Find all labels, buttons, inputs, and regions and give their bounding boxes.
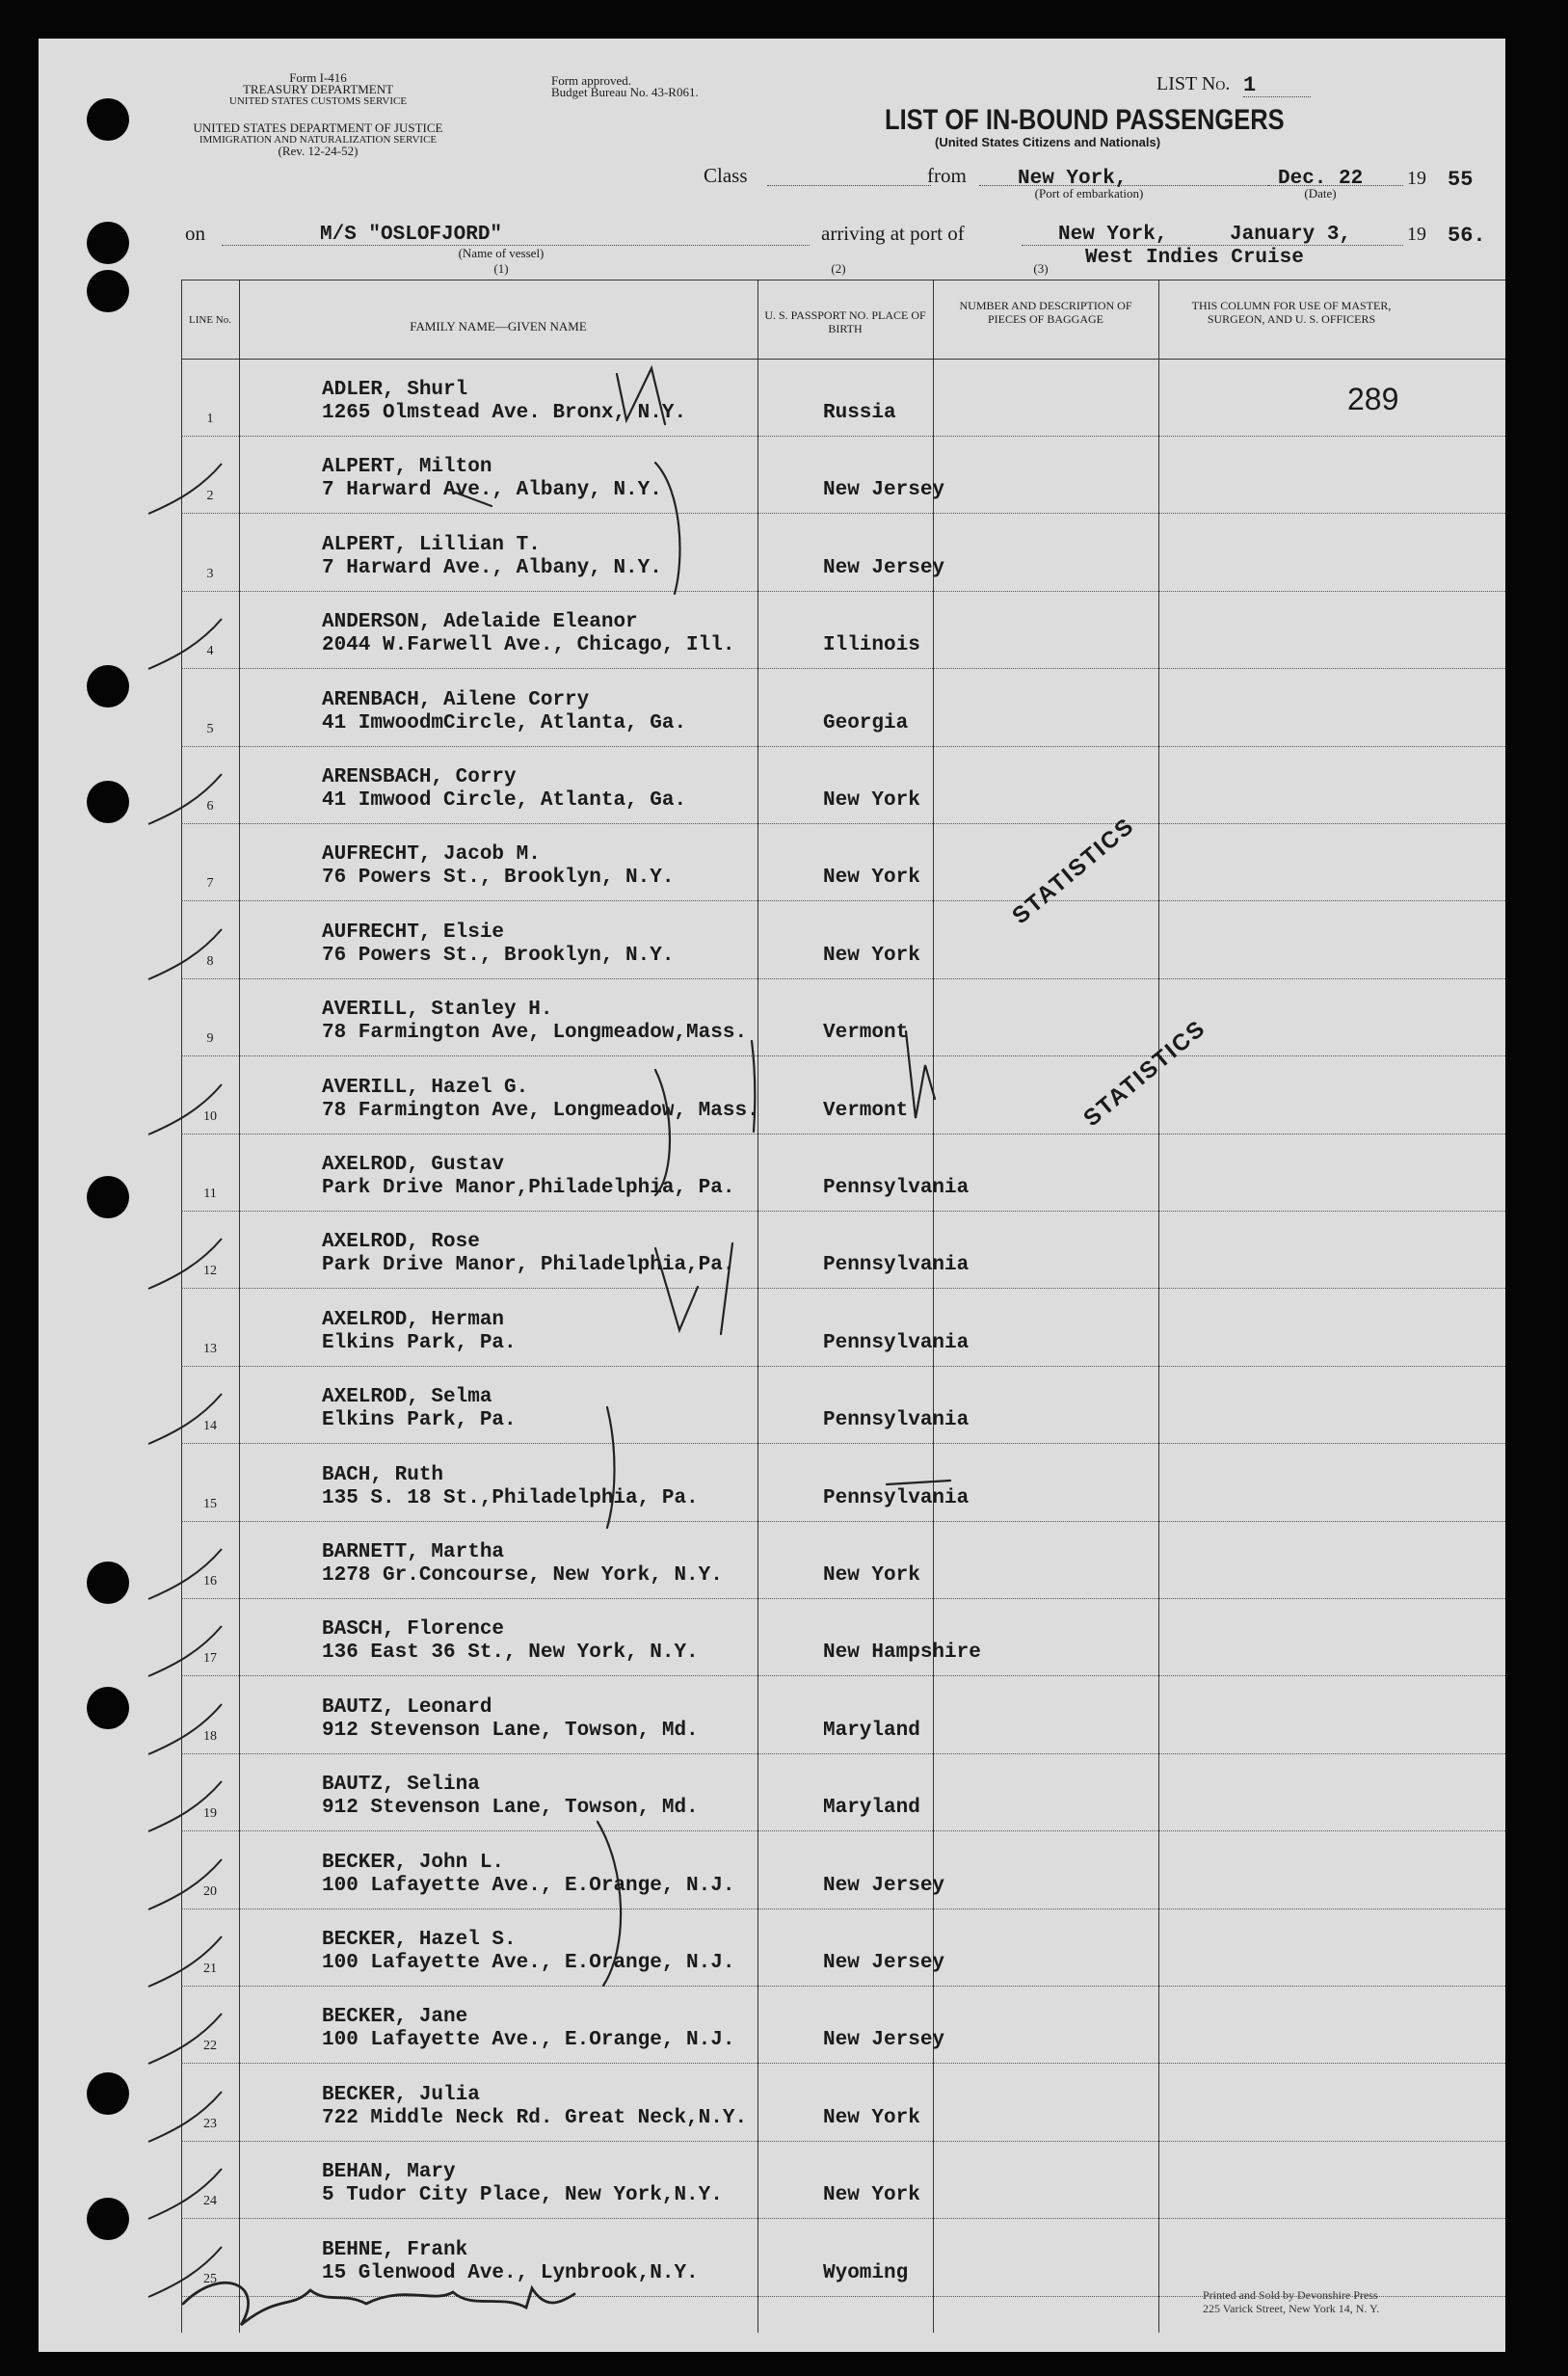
passenger-birthplace: Georgia: [823, 711, 909, 734]
line-number: 23: [203, 2116, 217, 2131]
passenger-address: Elkins Park, Pa.: [322, 1409, 517, 1432]
line-number: 18: [203, 1728, 217, 1744]
printer-line-2: 225 Varick Street, New York 14, N. Y.: [1203, 2302, 1380, 2315]
passenger-birthplace: New Hampshire: [823, 1642, 981, 1665]
passenger-name: AXELROD, Rose: [322, 1231, 480, 1254]
line-number: 19: [203, 1806, 217, 1822]
passenger-address: 76 Powers St., Brooklyn, N.Y.: [322, 867, 675, 890]
passenger-address: 5 Tudor City Place, New York,N.Y.: [322, 2184, 723, 2207]
class-label: Class: [704, 164, 748, 187]
caption-2: (2): [831, 261, 846, 276]
passenger-name: ALPERT, Lillian T.: [322, 533, 541, 556]
passenger-name: BACH, Ruth: [322, 1463, 444, 1486]
header-line-no: LINE No.: [189, 314, 231, 326]
handwritten-marks: [39, 39, 1505, 2352]
line-number: 6: [206, 799, 214, 814]
page-title: LIST OF IN-BOUND PASSENGERS: [885, 104, 1285, 136]
page-subtitle: (United States Citizens and Nationals): [935, 135, 1161, 149]
passenger-address: 912 Stevenson Lane, Towson, Md.: [322, 1797, 699, 1820]
manifest-page: [39, 39, 1505, 2352]
passenger-birthplace: Vermont: [823, 1099, 909, 1122]
cruise-name: West Indies Cruise: [1085, 247, 1304, 269]
arrival-port: New York,: [1058, 224, 1168, 246]
passenger-address: 7 Harward Ave., Albany, N.Y.: [322, 479, 662, 502]
passenger-address: 41 ImwoodmCircle, Atlanta, Ga.: [322, 711, 687, 734]
caption-3: (3): [1033, 261, 1049, 276]
passenger-birthplace: Pennsylvania: [823, 1486, 970, 1509]
header-officers: THIS COLUMN FOR USE OF MASTER, SURGEON, AND U. S. OFFICERS: [1191, 299, 1392, 326]
passenger-name: BECKER, Jane: [322, 2006, 468, 2029]
line-number: 20: [203, 1883, 217, 1899]
passenger-name: BEHNE, Frank: [322, 2238, 468, 2261]
passenger-birthplace: Russia: [823, 402, 896, 424]
passenger-name: AUFRECHT, Jacob M.: [322, 843, 541, 867]
arriving-label: arriving at port of: [821, 222, 965, 245]
line-number: 24: [203, 2194, 217, 2209]
passenger-name: BASCH, Florence: [322, 1618, 505, 1642]
passenger-name: ADLER, Shurl: [322, 379, 468, 401]
treasury-dept: TREASURY DEPARTMENT: [242, 82, 394, 96]
passenger-birthplace: Pennsylvania: [823, 1254, 970, 1277]
passenger-name: ALPERT, Milton: [322, 456, 492, 479]
vessel-name: M/S "OSLOFJORD": [320, 224, 503, 246]
line-number: 5: [206, 721, 214, 736]
passenger-name: BARNETT, Martha: [322, 1541, 505, 1563]
line-number: 13: [203, 1341, 217, 1356]
passenger-address: 41 Imwood Circle, Atlanta, Ga.: [322, 789, 687, 812]
passenger-address: Park Drive Manor,Philadelphia, Pa.: [322, 1177, 735, 1199]
passenger-address: 912 Stevenson Lane, Towson, Md.: [322, 1719, 699, 1742]
passenger-name: ARENSBACH, Corry: [322, 766, 517, 788]
passenger-address: 100 Lafayette Ave., E.Orange, N.J.: [322, 1874, 735, 1897]
passenger-address: 76 Powers St., Brooklyn, N.Y.: [322, 944, 675, 967]
justice-dept: UNITED STATES DEPARTMENT OF JUSTICE: [193, 120, 443, 135]
caption-1: (1): [493, 261, 509, 276]
passenger-name: ANDERSON, Adelaide Eleanor: [322, 611, 638, 634]
passenger-birthplace: New Jersey: [823, 2029, 945, 2052]
list-number: 1: [1243, 73, 1257, 97]
passenger-address: 15 Glenwood Ave., Lynbrook,N.Y.: [322, 2261, 699, 2284]
passenger-birthplace: New Jersey: [823, 479, 945, 502]
passenger-birthplace: Pennsylvania: [823, 1331, 970, 1354]
line-number: 12: [203, 1264, 217, 1279]
passenger-birthplace: Wyoming: [823, 2261, 909, 2284]
passenger-birthplace: New York: [823, 2106, 920, 2129]
line-number: 22: [203, 2039, 217, 2054]
passenger-name: AUFRECHT, Elsie: [322, 921, 505, 944]
passenger-birthplace: New York: [823, 2184, 920, 2207]
list-label: LIST No.: [1156, 73, 1231, 94]
passenger-name: AVERILL, Stanley H.: [322, 999, 553, 1022]
officer-number: 289: [1347, 382, 1399, 416]
passenger-name: BECKER, John L.: [322, 1851, 505, 1874]
arrival-year: 56.: [1448, 224, 1486, 248]
passenger-address: 1265 Olmstead Ave. Bronx, N.Y.: [322, 402, 687, 424]
line-number: 8: [206, 953, 214, 969]
passenger-address: 78 Farmington Ave, Longmeadow,Mass.: [322, 1022, 748, 1045]
passenger-address: 7 Harward Ave., Albany, N.Y.: [322, 556, 662, 579]
line-number: 1: [206, 412, 214, 426]
vessel-caption: (Name of vessel): [458, 246, 545, 260]
passenger-address: 100 Lafayette Ave., E.Orange, N.J.: [322, 2029, 735, 2052]
passenger-name: BEHAN, Mary: [322, 2161, 456, 2184]
passenger-birthplace: New York: [823, 1564, 920, 1587]
passenger-address: 2044 W.Farwell Ave., Chicago, Ill.: [322, 634, 735, 657]
passenger-birthplace: Maryland: [823, 1719, 920, 1742]
passenger-name: AXELROD, Selma: [322, 1386, 492, 1409]
passenger-birthplace: New York: [823, 867, 920, 890]
passenger-address: 722 Middle Neck Rd. Great Neck,N.Y.: [322, 2106, 748, 2129]
year-prefix: 19: [1407, 168, 1426, 189]
on-label: on: [185, 222, 205, 245]
passenger-birthplace: New Jersey: [823, 556, 945, 579]
arrival-date: January 3,: [1230, 224, 1352, 246]
passenger-address: 78 Farmington Ave, Longmeadow, Mass.: [322, 1099, 759, 1122]
passenger-address: 100 Lafayette Ave., E.Orange, N.J.: [322, 1952, 735, 1974]
form-approved: Form approved.: [551, 73, 632, 88]
passenger-address: 136 East 36 St., New York, N.Y.: [322, 1642, 699, 1665]
passenger-birthplace: Illinois: [823, 634, 920, 657]
passenger-name: ARENBACH, Ailene Corry: [322, 688, 590, 711]
line-number: 7: [206, 876, 214, 892]
budget-bureau: Budget Bureau No. 43-R061.: [551, 85, 699, 99]
passenger-birthplace: New York: [823, 789, 920, 812]
line-number: 16: [203, 1574, 217, 1588]
arrival-year-prefix: 19: [1407, 224, 1426, 245]
passenger-name: AXELROD, Gustav: [322, 1154, 505, 1176]
passenger-address: Park Drive Manor, Philadelphia,Pa.: [322, 1254, 735, 1277]
line-number: 10: [203, 1108, 217, 1124]
line-number: 14: [203, 1419, 217, 1434]
line-number: 17: [203, 1651, 217, 1667]
line-number: 2: [206, 489, 214, 504]
passenger-name: BAUTZ, Selina: [322, 1774, 480, 1797]
form-revision: (Rev. 12-24-52): [278, 144, 359, 158]
passenger-address: Elkins Park, Pa.: [322, 1331, 517, 1354]
header-passport: U. S. PASSPORT NO. PLACE OF BIRTH: [764, 308, 926, 335]
embarkation-caption: (Port of embarkation): [1034, 186, 1144, 200]
ins-service: IMMIGRATION AND NATURALIZATION SERVICE: [199, 134, 438, 146]
line-number: 11: [203, 1187, 217, 1201]
form-number: Form I-416: [289, 70, 347, 85]
passenger-birthplace: New Jersey: [823, 1952, 945, 1974]
departure-date: Dec. 22: [1278, 168, 1364, 190]
line-number: 9: [206, 1031, 214, 1047]
from-label: from: [927, 164, 967, 187]
statistics-stamp: STATISTICS: [1007, 812, 1140, 930]
line-number: 25: [203, 2271, 217, 2286]
passenger-name: AVERILL, Hazel G.: [322, 1076, 529, 1099]
departure-year: 55: [1448, 168, 1474, 192]
header-baggage: NUMBER AND DESCRIPTION OF PIECES OF BAGGAGE: [959, 299, 1132, 326]
passenger-name: BAUTZ, Leonard: [322, 1695, 492, 1719]
passenger-name: AXELROD, Herman: [322, 1308, 505, 1331]
line-number: 21: [203, 1962, 217, 1976]
passenger-address: 1278 Gr.Concourse, New York, N.Y.: [322, 1564, 723, 1587]
statistics-stamp: STATISTICS: [1078, 1014, 1211, 1133]
line-number: 4: [206, 644, 214, 659]
passenger-birthplace: Vermont: [823, 1022, 909, 1045]
printer-line-1: Printed and Sold by Devonshire Press: [1203, 2288, 1378, 2302]
passenger-name: BECKER, Julia: [322, 2083, 480, 2106]
passenger-name: BECKER, Hazel S.: [322, 1929, 517, 1951]
customs-service: UNITED STATES CUSTOMS SERVICE: [228, 95, 408, 107]
passenger-birthplace: Pennsylvania: [823, 1177, 970, 1199]
header-name: FAMILY NAME—GIVEN NAME: [410, 319, 587, 334]
date-caption: (Date): [1304, 186, 1337, 200]
line-number: 15: [203, 1496, 217, 1511]
passenger-birthplace: Pennsylvania: [823, 1409, 970, 1432]
port-of-embarkation: New York,: [1018, 168, 1128, 190]
passenger-birthplace: New Jersey: [823, 1874, 945, 1897]
passenger-address: 135 S. 18 St.,Philadelphia, Pa.: [322, 1486, 699, 1509]
line-number: 3: [206, 566, 214, 581]
passenger-birthplace: New York: [823, 944, 920, 967]
passenger-birthplace: Maryland: [823, 1797, 920, 1820]
